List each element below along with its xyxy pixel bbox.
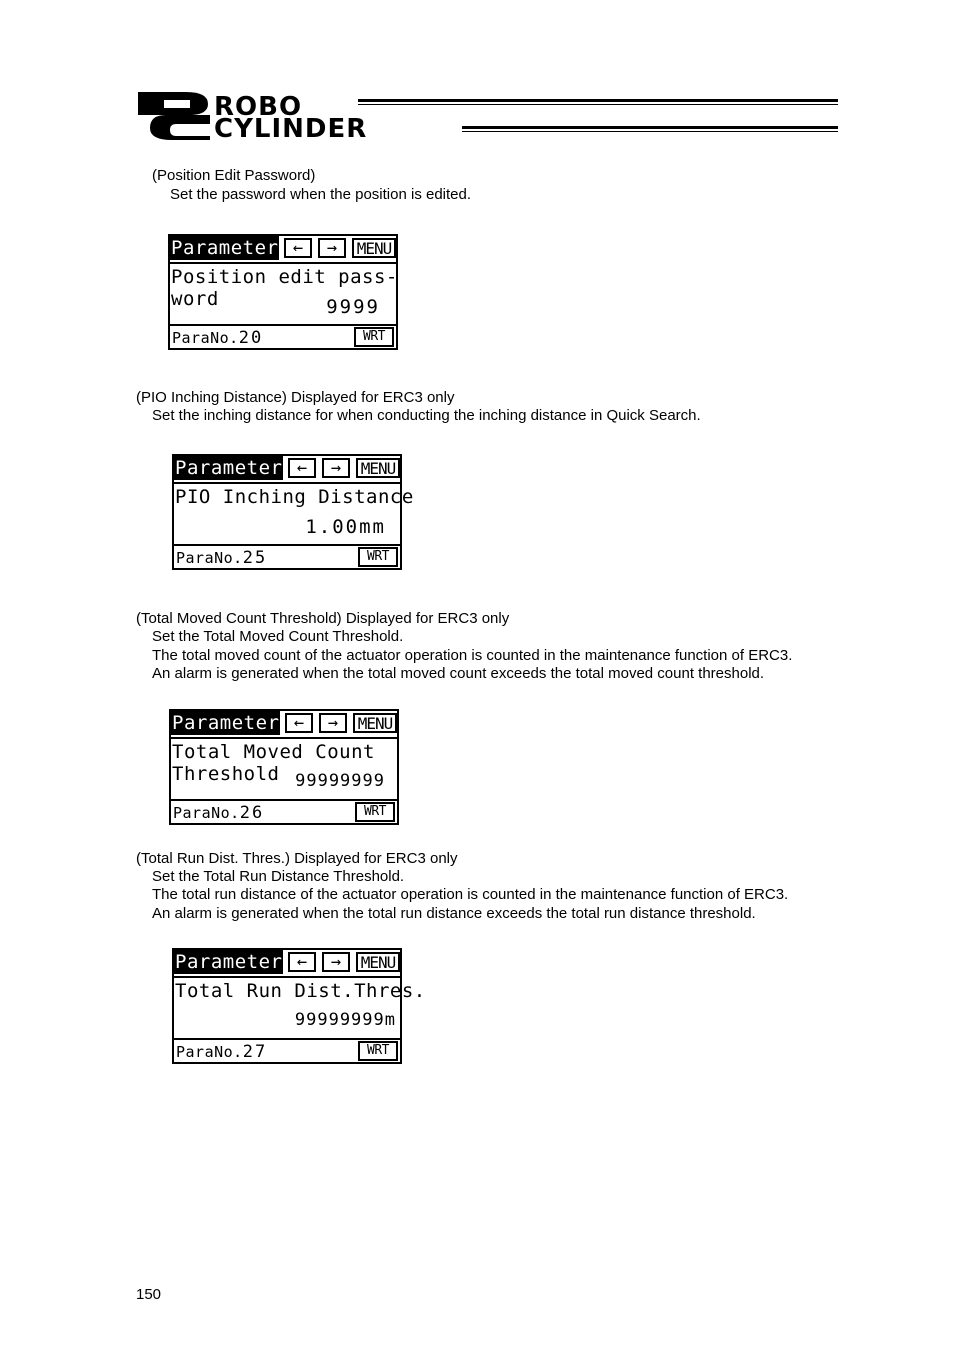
param-value[interactable]: 99999999 <box>295 771 385 791</box>
param-value[interactable]: 99999999m <box>294 1010 396 1030</box>
write-button[interactable]: WRT <box>354 327 394 347</box>
section-text: An alarm is generated when the total run distance exceeds the total run distance threshold. <box>152 905 756 922</box>
param-value[interactable]: 9999 <box>326 296 380 318</box>
lcd-title: Parameter <box>175 951 283 973</box>
lcd-header <box>171 711 397 739</box>
lcd-footer <box>174 546 400 568</box>
para-number: 27 <box>242 1042 268 1062</box>
header-rule-top-2 <box>358 104 838 105</box>
lcd-screen <box>172 454 414 570</box>
para-no <box>173 803 264 823</box>
header-rule-bottom-1 <box>462 126 838 129</box>
right-arrow-button[interactable]: → <box>322 952 350 972</box>
param-name-line1: Total Run Dist.Thres. <box>175 980 426 1002</box>
logo-line1: ROBO <box>214 92 303 122</box>
param-name-line2: word <box>171 288 219 310</box>
lcd-body <box>174 978 426 1040</box>
param-name-line1: Total Moved Count <box>172 741 375 763</box>
lcd-screen <box>169 709 399 825</box>
section-text: An alarm is generated when the total moved count exceeds the total moved count threshold. <box>152 665 765 682</box>
left-arrow-button[interactable]: ← <box>288 952 316 972</box>
param-name-line1: Position edit pass- <box>171 266 398 288</box>
para-number: 26 <box>239 803 265 823</box>
rc-logo-icon <box>136 90 212 140</box>
right-arrow-button[interactable]: → <box>319 713 347 733</box>
lcd-header <box>174 456 400 484</box>
lcd-title: Parameter <box>175 457 283 479</box>
para-label: ParaNo. <box>173 804 240 822</box>
section-text: The total moved count of the actuator operation is counted in the maintenance function of ERC3. <box>152 647 793 664</box>
right-arrow-button[interactable]: → <box>318 238 346 258</box>
lcd-title: Parameter <box>171 237 279 259</box>
section-heading: (Position Edit Password) <box>152 167 316 184</box>
param-name-line1: PIO Inching Distance <box>175 486 414 508</box>
header-rule-bottom-2 <box>462 131 838 132</box>
lcd-screen <box>168 234 398 350</box>
menu-button[interactable]: MENU <box>356 952 400 972</box>
lcd-title: Parameter <box>172 712 280 734</box>
section-text: The total run distance of the actuator operation is counted in the maintenance function of ERC3. <box>152 886 789 903</box>
param-name-line2: Threshold <box>172 763 280 785</box>
lcd-body <box>174 484 414 546</box>
para-no <box>176 1042 267 1062</box>
lcd-footer <box>170 326 396 348</box>
lcd-header <box>170 236 396 264</box>
page-number: 150 <box>136 1286 162 1303</box>
para-number: 20 <box>238 328 264 348</box>
section-text: Set the Total Run Distance Threshold. <box>152 868 405 885</box>
left-arrow-button[interactable]: ← <box>288 458 316 478</box>
lcd-header <box>174 950 400 978</box>
lcd-footer <box>174 1040 400 1062</box>
lcd-body <box>171 739 397 801</box>
menu-button[interactable]: MENU <box>353 713 397 733</box>
para-label: ParaNo. <box>176 1043 243 1061</box>
left-arrow-button[interactable]: ← <box>284 238 312 258</box>
para-number: 25 <box>242 548 268 568</box>
write-button[interactable]: WRT <box>355 802 395 822</box>
section-heading: (Total Run Dist. Thres.) Displayed for ERC3 only <box>136 850 458 867</box>
menu-button[interactable]: MENU <box>356 458 400 478</box>
write-button[interactable]: WRT <box>358 547 398 567</box>
robo-cylinder-logo <box>136 90 841 144</box>
para-no <box>176 548 267 568</box>
para-label: ParaNo. <box>176 549 243 567</box>
right-arrow-button[interactable]: → <box>322 458 350 478</box>
para-no <box>172 328 263 348</box>
lcd-screen <box>172 948 426 1064</box>
section-text: Set the Total Moved Count Threshold. <box>152 628 404 645</box>
section-text: Set the inching distance for when conducting the inching distance in Quick Search. <box>152 407 701 424</box>
param-value[interactable]: 1.00mm <box>305 516 386 538</box>
left-arrow-button[interactable]: ← <box>285 713 313 733</box>
logo-line2: CYLINDER <box>214 114 368 144</box>
section-heading: (PIO Inching Distance) Displayed for ERC3 only <box>136 389 455 406</box>
section-heading: (Total Moved Count Threshold) Displayed for ERC3 only <box>136 610 510 627</box>
write-button[interactable]: WRT <box>358 1041 398 1061</box>
lcd-body <box>170 264 396 326</box>
lcd-footer <box>171 801 397 823</box>
para-label: ParaNo. <box>172 329 239 347</box>
section-text: Set the password when the position is edited. <box>170 186 472 203</box>
header-rule-top-1 <box>358 99 838 102</box>
menu-button[interactable]: MENU <box>352 238 396 258</box>
